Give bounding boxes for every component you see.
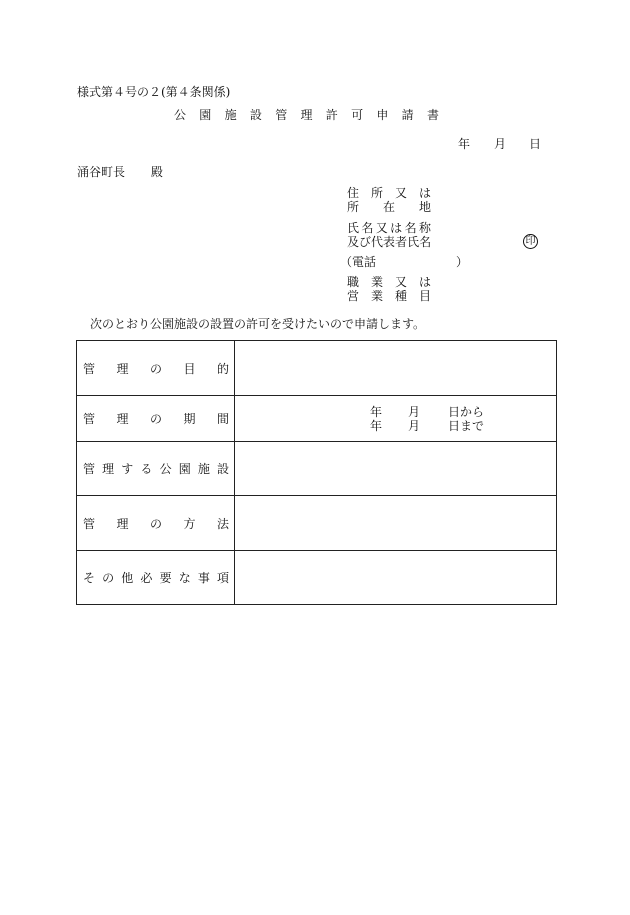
period-from: 年 月 日から	[370, 404, 485, 419]
seal-mark: 印	[523, 234, 538, 249]
table-row	[77, 396, 557, 442]
period-to: 年 月 日まで	[370, 418, 485, 433]
application-statement: 次のとおり公園施設の設置の許可を受けたいので申請します。	[90, 317, 426, 331]
application-table	[76, 340, 557, 605]
phone-close: ）	[456, 255, 469, 269]
row-value-purpose[interactable]	[235, 341, 557, 396]
row-label-facility: 管 理 す る 公 園 施 設	[83, 462, 229, 476]
table-row	[77, 341, 557, 396]
row-value-period[interactable]	[235, 396, 557, 442]
date-month: 月	[494, 137, 507, 151]
addressee-name: 涌谷町長	[77, 165, 126, 179]
date-day: 日	[529, 137, 542, 151]
date-year: 年	[458, 137, 471, 151]
row-value-facility[interactable]	[235, 442, 557, 496]
form-number: 様式第４号の２(第４条関係)	[77, 85, 231, 99]
row-value-other[interactable]	[235, 551, 557, 605]
row-value-method[interactable]	[235, 496, 557, 551]
phone-open: （電話	[340, 255, 377, 269]
addressee	[77, 165, 163, 179]
table-row	[77, 496, 557, 551]
table-row	[77, 551, 557, 605]
row-label-purpose: 管 理 の 目 的	[83, 361, 229, 376]
row-label-method: 管 理 の 方 法	[83, 516, 229, 531]
date-line	[458, 137, 540, 151]
addressee-honorific: 殿	[150, 165, 163, 179]
row-label-period: 管 理 の 期 間	[83, 412, 229, 426]
document-title: 公 園 施 設 管 理 許 可 申 請 書	[174, 108, 439, 122]
table-row	[77, 442, 557, 496]
row-label-other: そ の 他 必 要 な 事 項	[83, 571, 229, 585]
